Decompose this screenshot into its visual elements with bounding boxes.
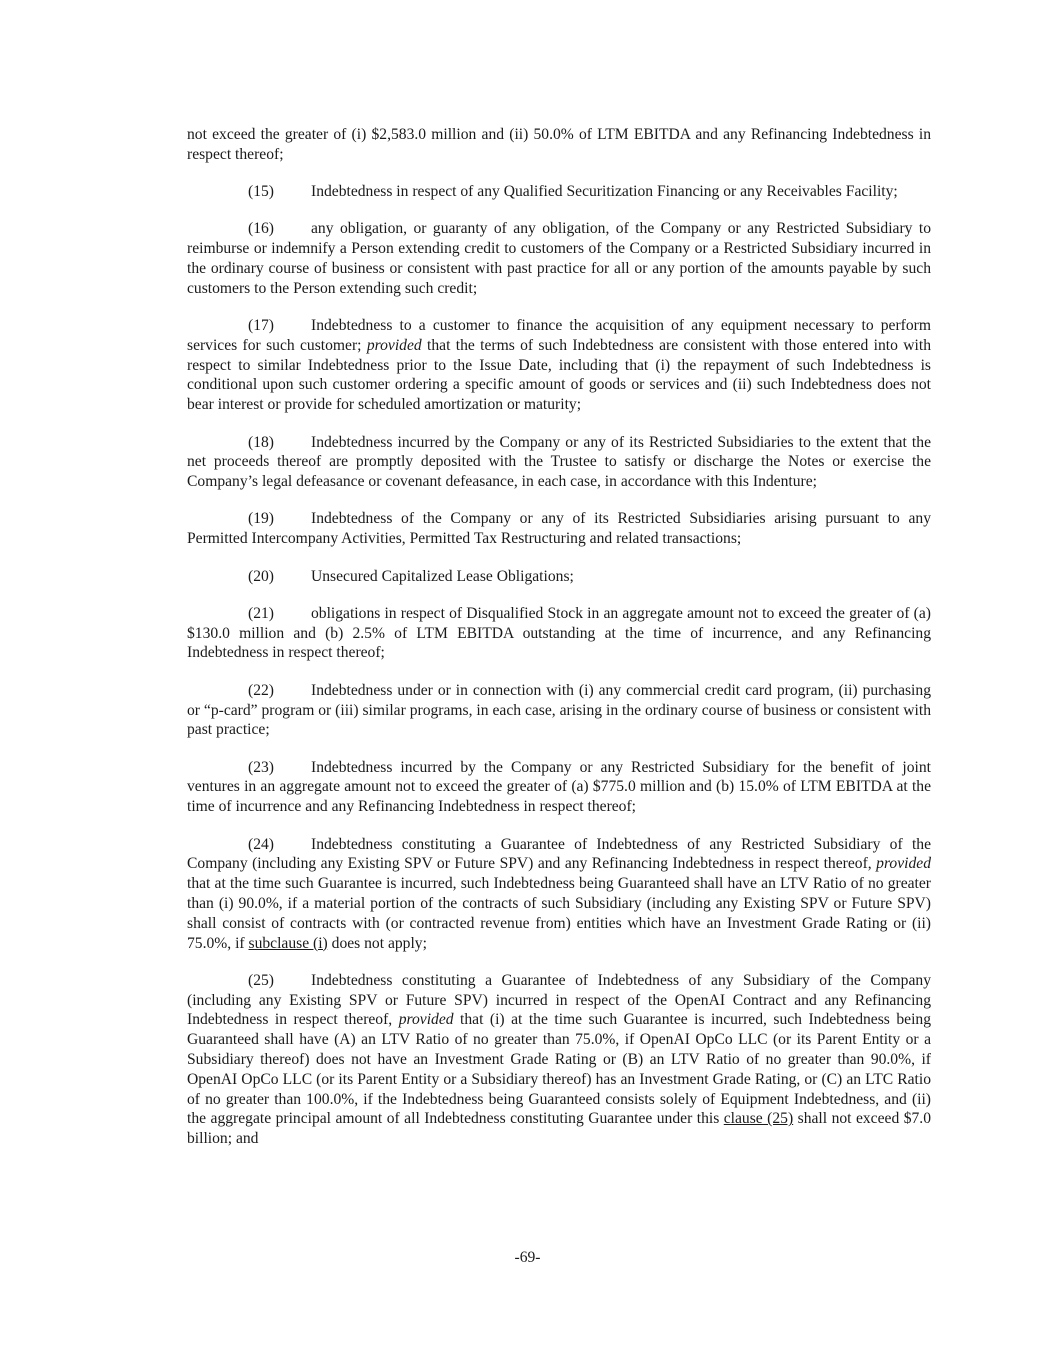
clause-text-continued: that (i) at the time such Guarantee is incurred, such Indebtedness being Guaranteed shall have (A) an LTV Ratio of no greater than 75.0%, if OpenAI OpCo LLC (or its Parent Entity or a Subsidiary thereof) does not have an Investment Grade Rating or (B) an LTV Ratio of no greater than 90.0%, if OpenAI OpCo LLC (or its Parent Entity or a Subsidiary thereof) has an Investment Grade Rating, or (C) an LTC Ratio of no greater than 100.0%, if the Indebtedness being Guaranteed consists solely of Equipment Indebtedness, and (ii) the aggregate principal amount of all Indebtedness constituting Guarantee under this <box>187 1011 931 1128</box>
clause-text-continued: that at the time such Guarantee is incurred, such Indebtedness being Guaranteed shall have an LTV Ratio of no greater than (i) 90.0%, if a material portion of the contracts of such Subsidiary (including any Existing SPV or Future SPV) shall consist of contracts with (or contracted revenue from) entities which have an Investment Grade Rating or (ii) 75.0%, if <box>187 875 931 952</box>
cross-reference-subclause-i: subclause (i) <box>248 934 328 952</box>
clause-text: Indebtedness in respect of any Qualified Securitization Financing or any Receivables Facility; <box>311 183 898 201</box>
clause-number: (15) <box>248 183 274 201</box>
clause-number: (22) <box>248 681 274 699</box>
clause-text-continued: that the terms of such Indebtedness are consistent with those entered into with respect to similar Indebtedness prior to the Issue Date, including that (i) the repayment of such Indebtedness is conditional upon such customer ordering a specific amount of goods or services and (ii) such Indebtedness does not bear interest or provide for scheduled amortization or maturity; <box>187 336 931 414</box>
document-page <box>187 125 931 1166</box>
clause-19 <box>187 509 931 549</box>
clause-italic-term: provided <box>398 1011 454 1029</box>
continuation-paragraph: not exceed the greater of (i) $2,583.0 million and (ii) 50.0% of LTM EBITDA and any Refinancing Indebtedness in respect thereof; <box>187 126 931 163</box>
clause-text: Indebtedness to a customer to finance the acquisition of any equipment necessary to perform services for such customer; <box>187 317 931 354</box>
clause-number: (21) <box>248 604 274 622</box>
clause-21 <box>187 604 931 663</box>
clause-24 <box>187 835 931 954</box>
clause-number: (24) <box>248 835 274 853</box>
clause-number: (20) <box>248 567 274 585</box>
clause-25 <box>187 971 931 1149</box>
clause-number: (23) <box>248 758 274 776</box>
clause-20 <box>187 567 931 587</box>
clause-number: (25) <box>248 971 274 989</box>
clause-number: (18) <box>248 433 274 451</box>
page-number: -69- <box>514 1249 541 1266</box>
clause-17 <box>187 316 931 415</box>
clause-18 <box>187 433 931 492</box>
clause-text: obligations in respect of Disqualified Stock in an aggregate amount not to exceed the greater of (a) $130.0 million and (b) 2.5% of LTM EBITDA outstanding at the time of incurrence, and any Refinancing Indebtedness in respect thereof; <box>187 604 931 662</box>
cross-reference-clause-25: clause (25) <box>723 1110 794 1128</box>
clause-23 <box>187 758 931 817</box>
clause-text-end: does not apply; <box>327 934 427 952</box>
clause-text: Indebtedness constituting a Guarantee of Indebtedness of any Subsidiary of the Company (including any Existing SPV or Future SPV) incurred in respect of the OpenAI Contract and any Refinancing Indebtedness in respect thereof, <box>187 971 931 1029</box>
clause-text: Indebtedness incurred by the Company or any of its Restricted Subsidiaries to the extent that the net proceeds thereof are promptly deposited with the Trustee to satisfy or discharge the Notes or exercise the Company’s legal defeasance or covenant defeasance, in each case, in accordance with this Indenture; <box>187 433 931 491</box>
clause-text: Indebtedness incurred by the Company or any Restricted Subsidiary for the benefit of joint ventures in an aggregate amount not to exceed the greater of (a) $775.0 million and (b) 15.0% of LTM EBITDA at the time of incurrence and any Refinancing Indebtedness in respect thereof; <box>187 758 931 816</box>
clause-number: (17) <box>248 317 274 335</box>
clause-15 <box>187 182 931 202</box>
clause-text: Indebtedness under or in connection with (i) any commercial credit card program, (ii) purchasing or “p-card” program or (iii) similar programs, in each case, arising in the ordinary course of business or consistent with past practice; <box>187 681 931 739</box>
clause-italic-term: provided <box>876 855 931 873</box>
clause-22 <box>187 681 931 740</box>
clause-number: (16) <box>248 220 274 238</box>
clause-number: (19) <box>248 510 274 528</box>
clause-text-end: shall not exceed $7.0 billion; and <box>187 1110 931 1148</box>
clause-text: any obligation, or guaranty of any obligation, of the Company or any Restricted Subsidiary to reimburse or indemnify a Person extending credit to customers of the Company or a Restricted Subsidiary incurred in the ordinary course of business or consistent with past practice for all or any portion of the amounts payable by such customers to the Person extending such credit; <box>187 220 931 297</box>
clause-text: Indebtedness of the Company or any of its Restricted Subsidiaries arising pursuant to any Permitted Intercompany Activities, Permitted Tax Restructuring and related transactions; <box>187 510 931 548</box>
clause-text: Indebtedness constituting a Guarantee of Indebtedness of any Restricted Subsidiary of the Company (including any Existing SPV or Future SPV) and any Refinancing Indebtedness in respect thereof, <box>187 835 931 873</box>
clause-text: Unsecured Capitalized Lease Obligations; <box>311 567 574 585</box>
clause-italic-term: provided <box>366 336 422 354</box>
clause-16 <box>187 219 931 298</box>
